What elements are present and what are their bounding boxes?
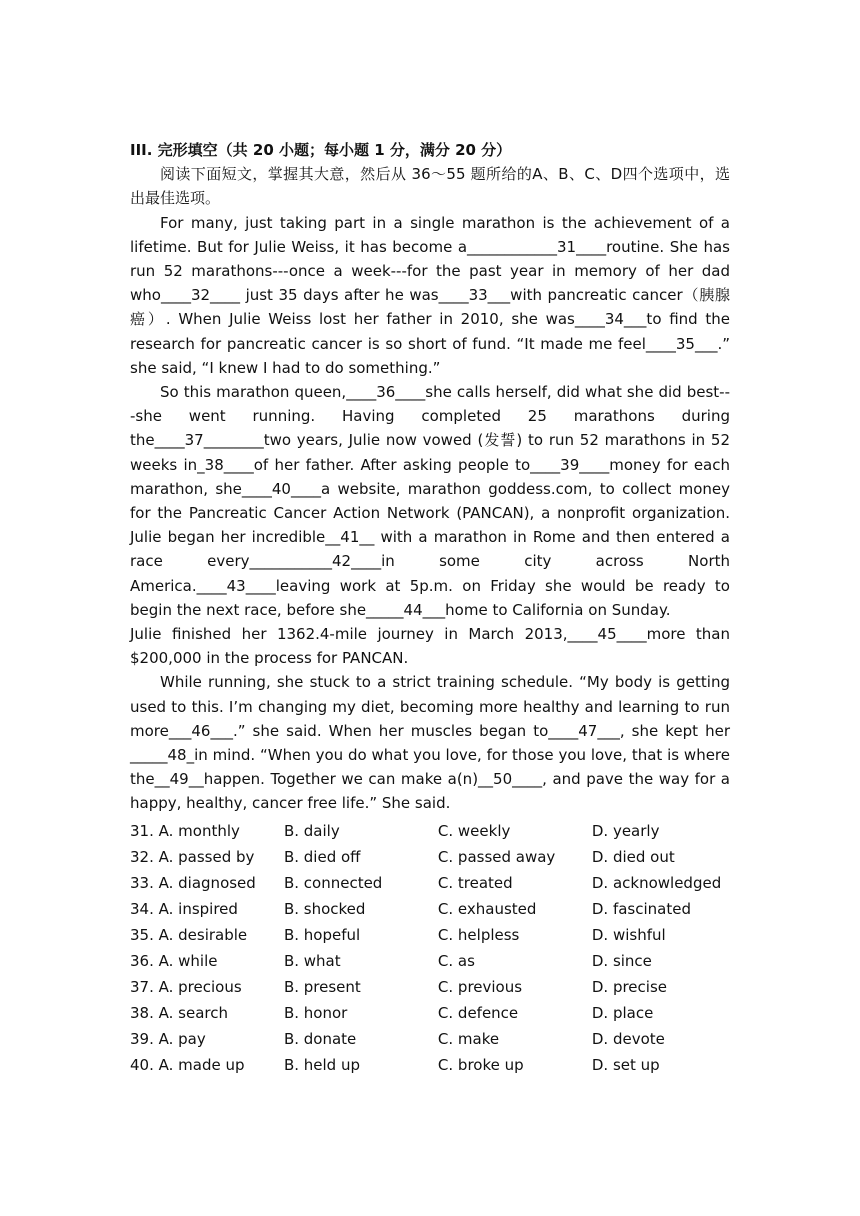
option-d: D. place <box>591 1003 654 1022</box>
passage-paragraph-1: For many, just taking part in a single marathon is the achievement of a lifetime. But for Julie Weiss, it has become a____________31____routine. She has run 52 marathons---once a week---for the past year in memory of her dad who____32____ just 35 days after he was____33___with pancreatic cancer（胰腺癌）. When Julie Weiss lost her father in 2010, she was____34___to find the research for pancreatic cancer is so short of fund. “It made me feel____35___.” she said, “I knew I had to do something.” <box>130 213 730 377</box>
option-b: B. donate <box>283 1029 357 1048</box>
section-heading: III. 完形填空（共 20 小题；每小题 1 分，满分 20 分） <box>130 141 512 159</box>
option-b: B. what <box>283 951 341 970</box>
option-d: D. died out <box>591 847 675 866</box>
option-d: D. precise <box>591 977 667 996</box>
option-d: D. since <box>591 951 652 970</box>
option-c: C. treated <box>437 873 513 892</box>
option-b: B. connected <box>283 873 383 892</box>
option-c: C. as <box>437 951 475 970</box>
option-row <box>130 974 730 1000</box>
option-b: B. honor <box>283 1003 348 1022</box>
option-a: 32. A. passed by <box>130 847 255 866</box>
option-b: B. shocked <box>283 899 366 918</box>
option-d: D. acknowledged <box>591 873 722 892</box>
option-row <box>130 870 730 896</box>
option-row <box>130 1026 730 1052</box>
option-a: 35. A. desirable <box>130 925 248 944</box>
option-row <box>130 1052 730 1078</box>
option-row <box>130 818 730 844</box>
option-a: 37. A. precious <box>130 977 242 996</box>
option-a: 38. A. search <box>130 1003 228 1022</box>
option-b: B. daily <box>283 821 340 840</box>
instruction-text: 阅读下面短文，掌握其大意，然后从 36～55 题所给的A、B、C、D四个选项中，选出最佳选项。 <box>130 165 730 208</box>
option-row <box>130 896 730 922</box>
option-row <box>130 948 730 974</box>
option-d: D. wishful <box>591 925 666 944</box>
option-c: C. broke up <box>437 1055 524 1074</box>
option-d: D. yearly <box>591 821 660 840</box>
option-a: 40. A. made up <box>130 1055 245 1074</box>
option-b: B. died off <box>283 847 361 866</box>
option-b: B. hopeful <box>283 925 361 944</box>
option-c: C. previous <box>437 977 523 996</box>
cloze-section <box>130 138 730 1078</box>
option-row <box>130 922 730 948</box>
option-c: C. defence <box>437 1003 519 1022</box>
option-row <box>130 844 730 870</box>
option-c: C. weekly <box>437 821 511 840</box>
passage-paragraph-2: So this marathon queen,____36____she calls herself, did what she did best---she went running. Having completed 25 marathons during the____37________two years, Julie now vowed (发誓) to run 52 marathons in 52 weeks in_38____of her father. After asking people to____39____money for each marathon, she____40____a website, marathon goddess.com, to collect money for the Pancreatic Cancer Action Network (PANCAN), a nonprofit organization. Julie began her incredible__41__ with a marathon in Rome and then entered a race every___________42____in some city across North America.____43____leaving work at 5p.m. on Friday she would be ready to begin the next race, before she_____44___home to California on Sunday. <box>130 383 730 619</box>
option-a: 36. A. while <box>130 951 218 970</box>
option-c: C. exhausted <box>437 899 537 918</box>
option-b: B. held up <box>283 1055 361 1074</box>
option-c: C. make <box>437 1029 500 1048</box>
option-d: D. fascinated <box>591 899 691 918</box>
option-a: 31. A. monthly <box>130 821 240 840</box>
option-b: B. present <box>283 977 361 996</box>
option-d: D. set up <box>591 1055 660 1074</box>
option-a: 33. A. diagnosed <box>130 873 256 892</box>
passage-paragraph-4: While running, she stuck to a strict training schedule. “My body is getting used to this. I’m changing my diet, becoming more healthy and learning to run more___46___.” she said. When her muscles began to____47___, she kept her _____48_in mind. “When you do what you love, for those you love, that is where the__49__happen. Together we can make a(n)__50____, and pave the way for a happy, healthy, cancer free life.” She said. <box>130 673 730 813</box>
option-a: 34. A. inspired <box>130 899 238 918</box>
passage-paragraph-3: Julie finished her 1362.4-mile journey in March 2013,____45____more than $200,000 in the process for PANCAN. <box>130 625 730 668</box>
option-c: C. passed away <box>437 847 556 866</box>
option-c: C. helpless <box>437 925 520 944</box>
option-d: D. devote <box>591 1029 665 1048</box>
option-a: 39. A. pay <box>130 1029 206 1048</box>
options-list <box>130 818 730 1078</box>
option-row <box>130 1000 730 1026</box>
